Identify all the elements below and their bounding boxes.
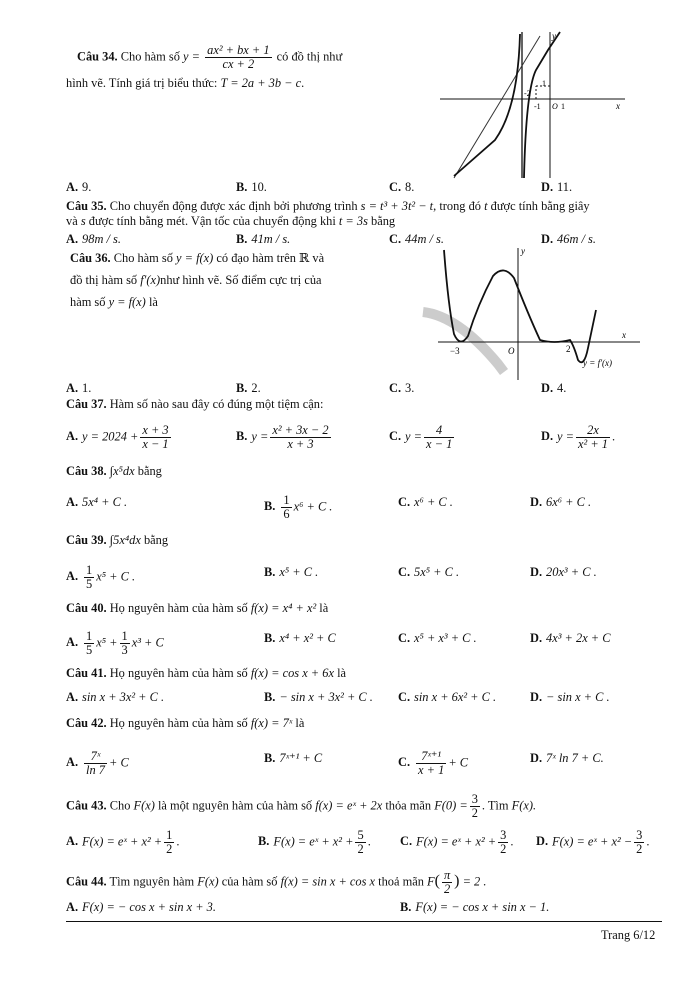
footer-rule [66, 921, 662, 922]
q35-line2: và s được tính bằng mét. Vận tốc của chuyển động khi t = 3s bằng [66, 214, 396, 228]
q43-option-d[interactable]: D. F(x) = eˣ + x² − $\frac{3}{2}$ . [536, 828, 650, 856]
q34-fraction: $\frac{\text{ax² + bx + 1}}{cx + 2}$ [207, 43, 270, 71]
q43-stem: Câu 43. Cho F(x) là một nguyên hàm của hàm số f(x) = eˣ + 2x thỏa mãn F(0) = $\frac{3}{2}$ . Tìm F(x). [66, 792, 537, 820]
q40-option-d[interactable]: D. 4x³ + 2x + C [530, 631, 611, 645]
derivative-curve [444, 250, 596, 362]
y-label: y [521, 246, 525, 256]
q34-option-c[interactable]: C. 8. [389, 180, 415, 194]
q40-option-a[interactable]: A. $\frac{1}{5}$ x⁵ + $\frac{1}{3}$ x³ + C [66, 629, 164, 657]
q42-stem: Câu 42. Họ nguyên hàm của hàm số f(x) = 7ˣ là [66, 716, 305, 730]
q35-option-d[interactable]: D. 46m / s. [541, 232, 596, 246]
q42-option-a[interactable]: A. $\frac{\text{7ˣ}}{\ln 7}$ + C [66, 749, 129, 777]
tick-neg1: -1 [534, 102, 541, 111]
q42-option-c[interactable]: C. $\frac{\text{7ˣ⁺¹}}{x + 1}$ + C [398, 749, 469, 777]
y-label: y [552, 31, 556, 41]
q36-option-b[interactable]: B. 2. [236, 381, 261, 395]
q34-option-a[interactable]: A. 9. [66, 180, 92, 194]
q36-option-a[interactable]: A. 1. [66, 381, 92, 395]
q36-line1: Câu 36. Cho hàm số y = f(x) có đạo hàm trên ℝ và [70, 251, 325, 265]
tick-neg3: −3 [450, 346, 460, 356]
q34-line2: hình vẽ. Tính giá trị biểu thức: T = 2a + 3b − c. [66, 76, 305, 90]
q41-option-d[interactable]: D. − sin x + C . [530, 690, 610, 704]
q42-option-d[interactable]: D. 7ˣ ln 7 + C. [530, 751, 604, 765]
q44-stem: Câu 44. Tìm nguyên hàm F(x) của hàm số f(x) = sin x + cos x thoả mãn F( $\frac{\pi}{2}$ ) = 2 . [66, 868, 487, 896]
q35-line1: Câu 35. Cho chuyển động được xác định bởi phương trình s = t³ + 3t² − t, trong đó t được tính bằng giây [66, 199, 590, 213]
tick-2: 2 [566, 344, 571, 354]
q42-option-b[interactable]: B. 7ˣ⁺¹ + C [264, 751, 323, 765]
q43-option-c[interactable]: C. F(x) = eˣ + x² + $\frac{3}{2}$ . [400, 828, 514, 856]
q37-option-d[interactable]: D. y = $\frac{2x}{\text{x² + 1}}$ . [541, 423, 616, 451]
q34-option-b[interactable]: B. 10. [236, 180, 267, 194]
q34-line1: Câu 34. Cho hàm số y = $\frac{\text{ax² + bx + 1}}{cx + 2}$ có đồ thị như [77, 43, 343, 71]
curve-left [454, 34, 520, 176]
q37-option-a[interactable]: A. y = 2024 + $\frac{x + 3}{x - 1}$ [66, 423, 169, 451]
q35-option-a[interactable]: A. 98m / s. [66, 232, 121, 246]
q44-option-b[interactable]: B. F(x) = − cos x + sin x − 1. [400, 900, 550, 914]
q39-option-a[interactable]: A. $\frac{1}{5}$ x⁵ + C . [66, 563, 136, 591]
x-label: x [616, 101, 620, 111]
q36-graph [418, 244, 643, 384]
q35-option-b[interactable]: B. 41m / s. [236, 232, 291, 246]
q41-stem: Câu 41. Họ nguyên hàm của hàm số f(x) = cos x + 6x là [66, 666, 347, 680]
q34-graph [440, 30, 630, 180]
q39-option-d[interactable]: D. 20x³ + C . [530, 565, 597, 579]
q38-option-d[interactable]: D. 6x⁶ + C . [530, 495, 592, 509]
q39-option-c[interactable]: C. 5x⁵ + C . [398, 565, 460, 579]
function-label: y = f′(x) [583, 358, 613, 368]
q41-option-c[interactable]: C. sin x + 6x² + C . [398, 690, 497, 704]
q40-stem: Câu 40. Họ nguyên hàm của hàm số f(x) = x⁴ + x² là [66, 601, 329, 615]
q38-option-a[interactable]: A. 5x⁴ + C . [66, 495, 128, 509]
origin-label: O [508, 346, 515, 356]
q36-option-c[interactable]: C. 3. [389, 381, 415, 395]
tick-x1: 1 [561, 102, 565, 111]
q40-option-b[interactable]: B. x⁴ + x² + C [264, 631, 336, 645]
q37-option-c[interactable]: C. y = $\frac{4}{x - 1}$ [389, 423, 453, 451]
origin-label: O [552, 102, 558, 111]
q39-option-b[interactable]: B. x⁵ + C . [264, 565, 319, 579]
q36-line3: hàm số y = f(x) là [70, 295, 158, 309]
q39-stem: Câu 39. ∫5x⁴dx bằng [66, 533, 169, 547]
q44-option-a[interactable]: A. F(x) = − cos x + sin x + 3. [66, 900, 216, 914]
tick-neg2: -2 [524, 89, 531, 98]
q36-option-d[interactable]: D. 4. [541, 381, 567, 395]
q41-option-a[interactable]: A. sin x + 3x² + C . [66, 690, 165, 704]
q43-option-b[interactable]: B. F(x) = eˣ + x² + $\frac{5}{2}$ . [258, 828, 371, 856]
q36-line2: đồ thị hàm số f′(x)như hình vẽ. Số điểm cực trị của [70, 273, 322, 287]
q38-option-c[interactable]: C. x⁶ + C . [398, 495, 453, 509]
q38-option-b[interactable]: B. $\frac{1}{6}$ x⁶ + C . [264, 493, 333, 521]
q34-option-d[interactable]: D. 11. [541, 180, 573, 194]
q41-option-b[interactable]: B. − sin x + 3x² + C . [264, 690, 373, 704]
asymptote-oblique [454, 36, 540, 178]
q37-stem: Câu 37. Hàm số nào sau đây có đúng một tiệm cận: [66, 397, 324, 411]
q38-stem: Câu 38. ∫x⁵dx bằng [66, 464, 162, 478]
q35-option-c[interactable]: C. 44m / s. [389, 232, 444, 246]
page-number: Trang 6/12 [601, 928, 656, 942]
q43-option-a[interactable]: A. F(x) = eˣ + x² + $\frac{1}{2}$ . [66, 828, 180, 856]
q40-option-c[interactable]: C. x⁵ + x³ + C . [398, 631, 477, 645]
x-label: x [622, 330, 626, 340]
tick-1: 1 [542, 79, 546, 88]
q37-option-b[interactable]: B. y = $\frac{\text{x² + 3x − 2}}{x + 3}$ [236, 423, 329, 451]
